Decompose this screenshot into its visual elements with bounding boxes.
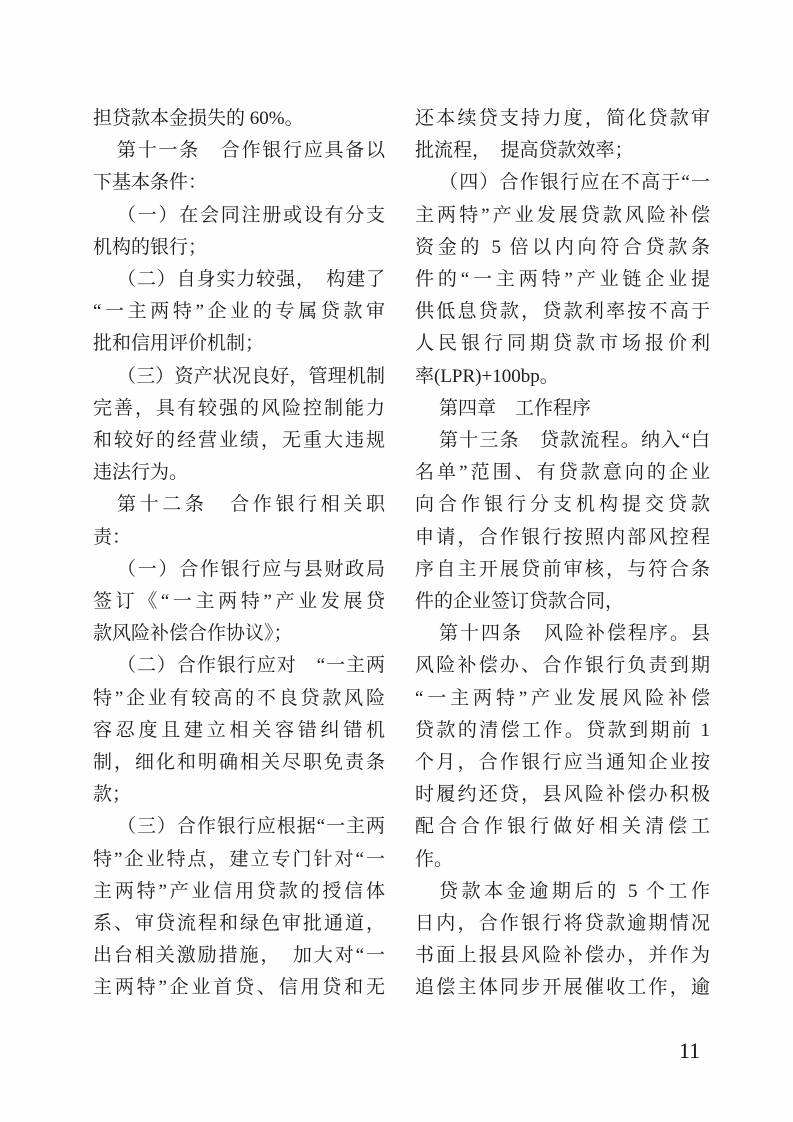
text-line: （四）合作银行应在不高于“一 [439, 172, 710, 194]
text-line: 书面上报县风险补偿办，并作为 [415, 945, 710, 967]
text-line: 序自主开展贷前审核，与符合条 [415, 558, 710, 580]
text-line: 批和信用评价机制； [93, 333, 265, 355]
text-line: 资金的 5 倍以内向符合贷款条 [415, 236, 710, 258]
text-line: “一主两特”企业的专属贷款审 [93, 301, 385, 323]
text-line: 贷款的清偿工作。贷款到期前 1 [415, 719, 710, 741]
text-line: 主两特”产业发展贷款风险补偿 [415, 204, 710, 226]
text-line: 日内，合作银行将贷款逾期情况 [415, 913, 710, 935]
text-line: （三）资产状况良好，管理机制 [117, 365, 385, 387]
text-line: 签订《“一主两特”产业发展贷 [93, 591, 385, 613]
text-line: 第十三条 贷款流程。纳入“白 [439, 430, 710, 452]
text-line: （二）自身实力较强， 构建了 [117, 269, 385, 291]
text-line: 容忍度且建立相关容错纠错机 [93, 719, 385, 741]
text-line: 款； [93, 784, 132, 806]
text-line: 人民银行同期贷款市场报价利 [415, 333, 710, 355]
right-text-column [415, 103, 710, 1005]
text-line: （一）合作银行应与县财政局 [117, 558, 385, 580]
text-line: 第十一条 合作银行应具备以 [117, 140, 385, 162]
text-line: 主两特”产业信用贷款的授信体 [93, 880, 385, 902]
text-line: 向合作银行分支机构提交贷款 [415, 494, 710, 516]
text-line: 名单”范围、有贷款意向的企业 [415, 462, 710, 484]
text-line: 特”企业特点，建立专门针对“一 [93, 848, 385, 870]
text-line: 风险补偿办、合作银行负责到期 [415, 655, 710, 677]
text-line: 率(LPR)+100bp。 [415, 365, 559, 387]
text-line: 件的“一主两特”产业链企业提 [415, 269, 710, 291]
text-line: 特”企业有较高的不良贷款风险 [93, 687, 385, 709]
text-line: 第十二条 合作银行相关职 [117, 494, 385, 516]
text-line: 时履约还贷，县风险补偿办积极 [415, 784, 710, 806]
text-line: 个月，合作银行应当通知企业按 [415, 752, 710, 774]
page-number: 11 [679, 1038, 701, 1063]
text-line: 款风险补偿合作协议》； [93, 623, 293, 645]
text-line: 批流程， 提高贷款效率； [415, 140, 634, 162]
text-line: “一主两特”产业发展风险补偿 [415, 687, 710, 709]
text-line: （二）合作银行应对 “一主两 [117, 655, 385, 677]
text-line: 件的企业签订贷款合同， [415, 591, 625, 613]
text-line: 出台相关激励措施， 加大对“一 [93, 945, 385, 967]
text-columns [93, 103, 710, 1005]
text-line: 制，细化和明确相关尽职免责条 [93, 752, 385, 774]
text-line: （一）在会同注册或设有分支 [117, 204, 385, 226]
text-line: 贷款本金逾期后的 5 个工作 [439, 880, 710, 902]
text-line: 第四章 工作程序 [439, 397, 592, 419]
text-line: 供低息贷款，贷款利率按不高于 [415, 301, 710, 323]
text-line: 追偿主体同步开展催收工作，逾 [415, 977, 710, 999]
text-line: 主两特”企业首贷、信用贷和无 [93, 977, 385, 999]
text-line: 责： [93, 526, 132, 548]
text-line: 作。 [415, 848, 454, 870]
text-line: 申请，合作银行按照内部风控程 [415, 526, 710, 548]
text-line: 配合合作银行做好相关清偿工 [415, 816, 710, 838]
text-line: 违法行为。 [93, 462, 189, 484]
text-line: 机构的银行； [93, 236, 208, 258]
text-line: 下基本条件： [93, 172, 208, 194]
text-line: 完善，具有较强的风险控制能力 [93, 397, 385, 419]
text-line: 第十四条 风险补偿程序。县 [439, 623, 710, 645]
text-line: （三）合作银行应根据“一主两 [117, 816, 385, 838]
text-line: 系、审贷流程和绿色审批通道， [93, 913, 385, 935]
left-text-column [93, 103, 385, 1005]
text-line: 和较好的经营业绩，无重大违规 [93, 430, 385, 452]
text-line: 担贷款本金损失的 60%。 [93, 108, 304, 129]
text-line: 还本续贷支持力度，简化贷款审 [415, 108, 710, 129]
